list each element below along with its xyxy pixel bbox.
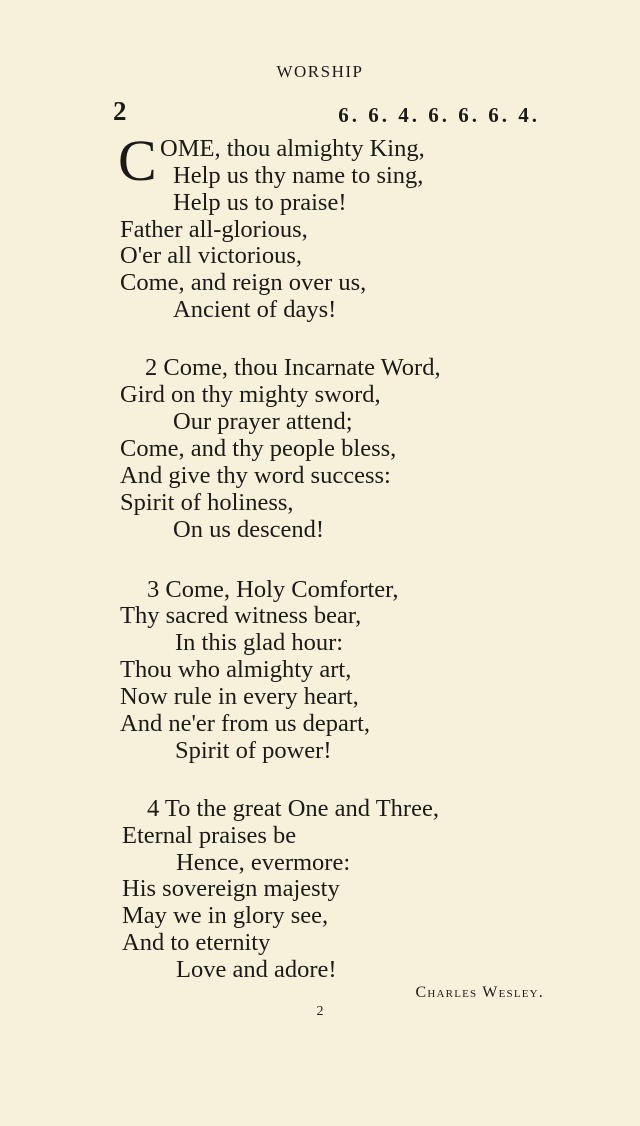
stanza-4-line-5: May we in glory see, (122, 902, 329, 929)
stanza-1-line-2: Help us thy name to sing, (173, 162, 424, 189)
stanza-3-line-7: Spirit of power! (175, 737, 332, 764)
stanza-4-line-7: Love and adore! (176, 956, 337, 983)
stanza-2-line-1: 2 Come, thou Incarnate Word, (145, 354, 441, 381)
stanza-2-line-2: Gird on thy mighty sword, (120, 381, 381, 408)
stanza-1-line-3: Help us to praise! (173, 189, 347, 216)
stanza-2-line-3: Our prayer attend; (173, 408, 353, 435)
hymn-number: 2 (113, 96, 127, 126)
stanza-1-line-1: OME, thou almighty King, (160, 135, 425, 162)
stanza-1-line-5: O'er all victorious, (120, 242, 302, 269)
stanza-4-line-2: Eternal praises be (122, 822, 297, 849)
drop-cap: C (118, 128, 157, 193)
stanza-3-line-3: In this glad hour: (175, 629, 344, 656)
stanza-2-line-7: On us descend! (173, 516, 325, 543)
stanza-3-line-5: Now rule in every heart, (120, 683, 359, 710)
stanza-3-line-2: Thy sacred witness bear, (120, 602, 362, 629)
author-attribution: Charles Wesley. (415, 984, 544, 1001)
stanza-4-line-6: And to eternity (122, 929, 271, 956)
stanza-3-line-1: 3 Come, Holy Comforter, (147, 576, 399, 603)
stanza-4-line-4: His sovereign majesty (122, 875, 340, 902)
stanza-3-line-6: And ne'er from us depart, (120, 710, 371, 737)
page-number: 2 (316, 1004, 324, 1019)
section-header: WORSHIP (276, 62, 364, 81)
stanza-4-line-1: 4 To the great One and Three, (147, 795, 439, 822)
stanza-1-line-7: Ancient of days! (173, 296, 337, 323)
stanza-2-line-6: Spirit of holiness, (120, 489, 294, 516)
hymn-meter: 6. 6. 4. 6. 6. 6. 4. (338, 103, 540, 127)
stanza-1-line-4: Father all-glorious, (120, 216, 308, 243)
stanza-4-line-3: Hence, evermore: (176, 849, 351, 876)
stanza-3-line-4: Thou who almighty art, (120, 656, 352, 683)
stanza-2-line-4: Come, and thy people bless, (120, 435, 397, 462)
stanza-1-line-6: Come, and reign over us, (120, 269, 367, 296)
stanza-2-line-5: And give thy word success: (120, 462, 391, 489)
